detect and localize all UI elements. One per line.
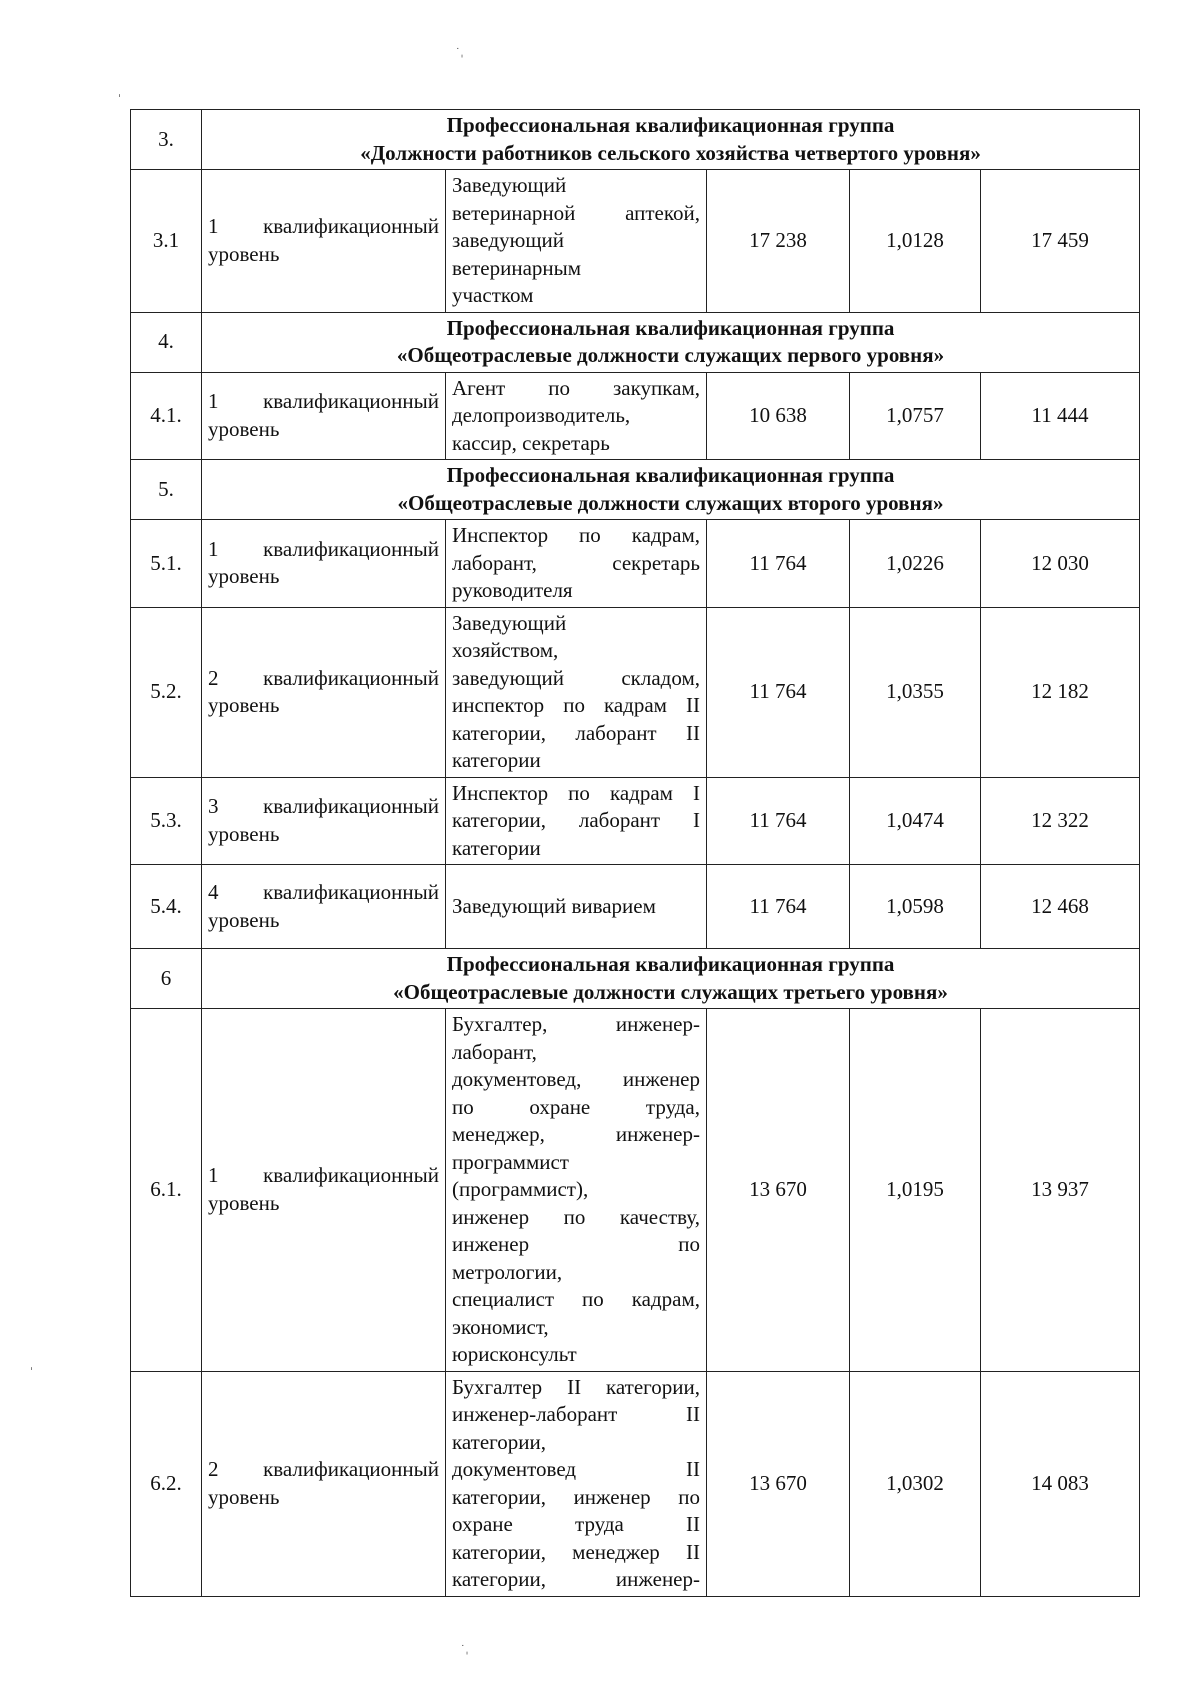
group-header-row xyxy=(131,110,1140,170)
group-title-line2: «Общеотраслевые должности служащих третьего уровня» xyxy=(393,979,948,1004)
scan-speck: ˙ˌ xyxy=(455,46,464,59)
positions-cell xyxy=(446,372,707,460)
position-line: инженер по качеству, xyxy=(452,1204,700,1229)
position-line: Бухгалтер, инженер- xyxy=(452,1012,700,1036)
position-line: ветеринарной аптекой, xyxy=(452,200,700,225)
row-number: 3.1 xyxy=(131,170,202,313)
qualification-level: 3 квалификационный уровень xyxy=(202,777,446,865)
coefficient: 1,0474 xyxy=(850,777,981,865)
group-title-line2: «Общеотраслевые должности служащих второго уровня» xyxy=(397,490,944,515)
total-salary: 14 083 xyxy=(981,1371,1140,1596)
position-line: инженер по xyxy=(452,1232,700,1256)
total-salary: 12 468 xyxy=(981,865,1140,949)
position-line: Инспектор по кадрам, xyxy=(452,523,700,547)
group-title-line1: Профессиональная квалификационная группа xyxy=(446,463,895,487)
group-title-line2: «Общеотраслевые должности служащих первого уровня» xyxy=(396,343,945,367)
total-salary: 11 444 xyxy=(981,372,1140,460)
coefficient: 1,0598 xyxy=(850,865,981,949)
position-line: руководителя xyxy=(452,578,573,602)
positions-cell xyxy=(446,1371,707,1596)
group-title-line1: Профессиональная квалификационная группа xyxy=(446,952,895,976)
base-salary: 13 670 xyxy=(707,1009,850,1372)
position-line: категории, инженер по xyxy=(452,1484,700,1509)
position-line: Инспектор по кадрам I xyxy=(452,780,700,805)
position-line: Бухгалтер II категории, xyxy=(452,1374,700,1399)
coefficient: 1,0302 xyxy=(850,1371,981,1596)
position-line: кассир, секретарь xyxy=(452,430,610,455)
position-line: категории xyxy=(452,835,541,860)
position-line: менеджер, инженер- xyxy=(452,1122,700,1146)
table-row xyxy=(131,865,1140,949)
group-title xyxy=(202,110,1140,170)
table-row xyxy=(131,777,1140,865)
row-number: 6.1. xyxy=(131,1009,202,1372)
position-line: категории, инженер- xyxy=(452,1567,700,1591)
table-row xyxy=(131,1009,1140,1372)
group-header-row xyxy=(131,460,1140,520)
group-title-line1: Профессиональная квалификационная группа xyxy=(446,315,895,340)
qualification-table xyxy=(130,109,1140,1597)
base-salary: 10 638 xyxy=(707,372,850,460)
position-line: Агент по закупкам, xyxy=(452,375,700,400)
position-line: заведующий складом, xyxy=(452,665,700,690)
row-number: 5.2. xyxy=(131,607,202,777)
position-line: юрисконсульт xyxy=(452,1342,577,1366)
positions-cell xyxy=(446,607,707,777)
total-salary: 12 182 xyxy=(981,607,1140,777)
qualification-level: 2 квалификационный уровень xyxy=(202,607,446,777)
total-salary: 17 459 xyxy=(981,170,1140,313)
position-line: категории, лаборант I xyxy=(452,808,700,832)
position-line: категории, xyxy=(452,1429,546,1454)
base-salary: 11 764 xyxy=(707,520,850,608)
table-row xyxy=(131,170,1140,313)
group-number: 3. xyxy=(131,110,202,170)
group-number: 5. xyxy=(131,460,202,520)
table-row xyxy=(131,607,1140,777)
group-title xyxy=(202,949,1140,1009)
group-title xyxy=(202,312,1140,372)
position-line: документовед II xyxy=(452,1457,700,1481)
group-title-line2: «Должности работников сельского хозяйства четвертого уровня» xyxy=(360,140,981,165)
qualification-level: 1 квалификационный уровень xyxy=(202,520,446,608)
scan-speck: ˈ xyxy=(30,1365,34,1378)
position-line: Заведующий виварием xyxy=(452,893,656,918)
qualification-level: 4 квалификационный уровень xyxy=(202,865,446,949)
position-line: категории, лаборант II xyxy=(452,720,700,745)
base-salary: 11 764 xyxy=(707,777,850,865)
qualification-level: 1 квалификационный уровень xyxy=(202,1009,446,1372)
position-line: специалист по кадрам, xyxy=(452,1287,700,1311)
position-line: делопроизводитель, xyxy=(452,403,631,427)
qualification-level: 2 квалификационный уровень xyxy=(202,1371,446,1596)
row-number: 5.3. xyxy=(131,777,202,865)
position-line: инженер-лаборант II xyxy=(452,1402,700,1426)
position-line: категории xyxy=(452,748,541,772)
coefficient: 1,0195 xyxy=(850,1009,981,1372)
positions-cell xyxy=(446,170,707,313)
base-salary: 11 764 xyxy=(707,607,850,777)
position-line: охране труда II xyxy=(452,1512,700,1536)
group-title-line1: Профессиональная квалификационная группа xyxy=(446,113,895,137)
scan-speck: ˈ xyxy=(118,92,122,105)
base-salary: 11 764 xyxy=(707,865,850,949)
qualification-level: 1 квалификационный уровень xyxy=(202,372,446,460)
position-line: Заведующий xyxy=(452,173,567,197)
qualification-level: 1 квалификационный уровень xyxy=(202,170,446,313)
positions-cell xyxy=(446,520,707,608)
position-line: документовед, инженер xyxy=(452,1067,700,1091)
group-title xyxy=(202,460,1140,520)
position-line: экономист, xyxy=(452,1314,549,1339)
position-line: по охране труда, xyxy=(452,1094,700,1119)
position-line: лаборант, xyxy=(452,1039,537,1064)
position-line: участком xyxy=(452,283,534,307)
position-line: метрологии, xyxy=(452,1259,563,1284)
position-line: ветеринарным xyxy=(452,255,582,280)
row-number: 5.1. xyxy=(131,520,202,608)
row-number: 6.2. xyxy=(131,1371,202,1596)
row-number: 5.4. xyxy=(131,865,202,949)
position-line: инспектор по кадрам II xyxy=(452,693,700,717)
positions-cell xyxy=(446,865,707,949)
position-line: программист xyxy=(452,1149,569,1174)
row-number: 4.1. xyxy=(131,372,202,460)
position-line: хозяйством, xyxy=(452,638,559,662)
positions-cell xyxy=(446,777,707,865)
coefficient: 1,0128 xyxy=(850,170,981,313)
coefficient: 1,0757 xyxy=(850,372,981,460)
total-salary: 12 322 xyxy=(981,777,1140,865)
group-header-row xyxy=(131,949,1140,1009)
group-number: 4. xyxy=(131,312,202,372)
scan-speck: ˙ˌ xyxy=(460,1643,469,1656)
position-line: категории, менеджер II xyxy=(452,1539,700,1564)
position-line: лаборант, секретарь xyxy=(452,550,700,575)
table-row xyxy=(131,520,1140,608)
coefficient: 1,0226 xyxy=(850,520,981,608)
coefficient: 1,0355 xyxy=(850,607,981,777)
base-salary: 17 238 xyxy=(707,170,850,313)
base-salary: 13 670 xyxy=(707,1371,850,1596)
table-row xyxy=(131,1371,1140,1596)
position-line: Заведующий xyxy=(452,610,567,635)
positions-cell xyxy=(446,1009,707,1372)
position-line: (программист), xyxy=(452,1177,589,1201)
group-header-row xyxy=(131,312,1140,372)
total-salary: 13 937 xyxy=(981,1009,1140,1372)
table-row xyxy=(131,372,1140,460)
total-salary: 12 030 xyxy=(981,520,1140,608)
group-number: 6 xyxy=(131,949,202,1009)
position-line: заведующий xyxy=(452,228,564,252)
